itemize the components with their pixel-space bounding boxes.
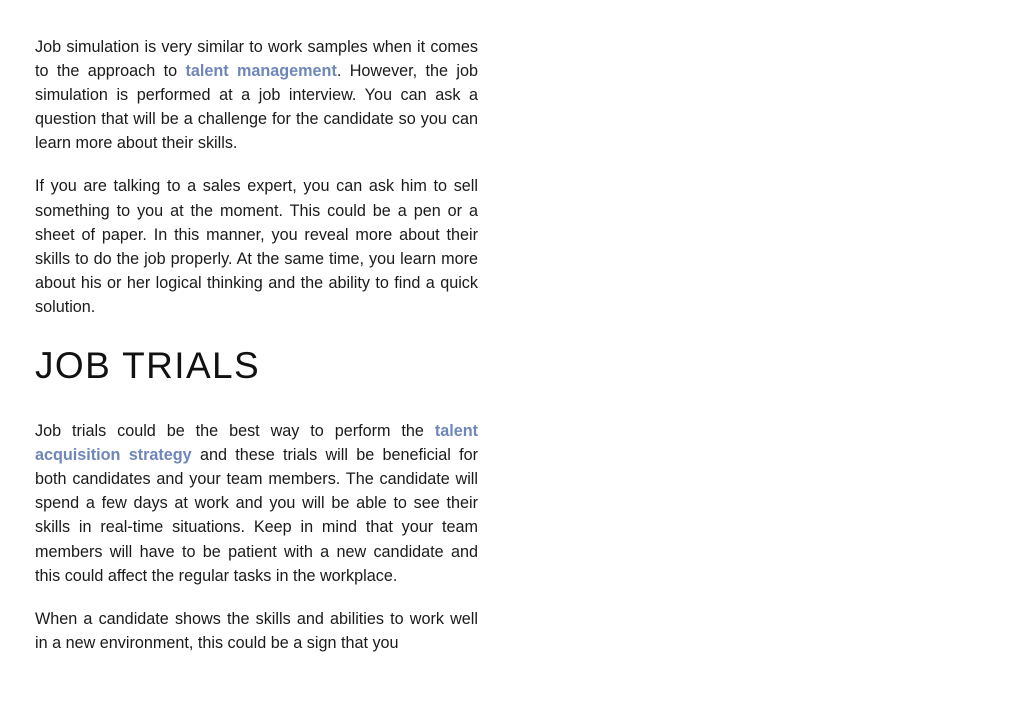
talent-acquisition-strategy-link[interactable]: talent acquisition strategy [35,422,478,465]
paragraph-sales-expert: If you are talking to a sales expert, you can ask him to sell something to you at the moment. This could be a pen or a sheet of paper. In this manner, you reveal more about their skills to do the job properly. At the same time, you learn more about his or her logical thinking and the ability to find a quick solution. [35,177,478,316]
paragraph-text: Job simulation is very similar to work samples when it comes to the approach to [35,38,478,81]
paragraph-job-simulation [35,35,478,155]
talent-management-link[interactable]: talent management [185,62,337,81]
paragraph-job-trials [35,419,478,588]
article-body [35,35,478,674]
section-heading-job-trials: JOB TRIALS [35,345,261,387]
paragraph-text: . However, the job simulation is performed at a job interview. You can ask a question that will be a challenge for the candidate so you can learn more about their skills. [35,62,478,153]
paragraph-text: Job trials could be the best way to perform the [35,422,435,441]
paragraph-text: and these trials will be beneficial for both candidates and your team members. The candidate will spend a few days at work and you will be able to see their skills in real-time situations. Keep in mind that your team members will have to be patient with a new candidate and this could affect the regular tasks in the workplace. [35,446,479,585]
paragraph-new-environment: When a candidate shows the skills and abilities to work well in a new environment, this could be a sign that you [35,609,478,652]
